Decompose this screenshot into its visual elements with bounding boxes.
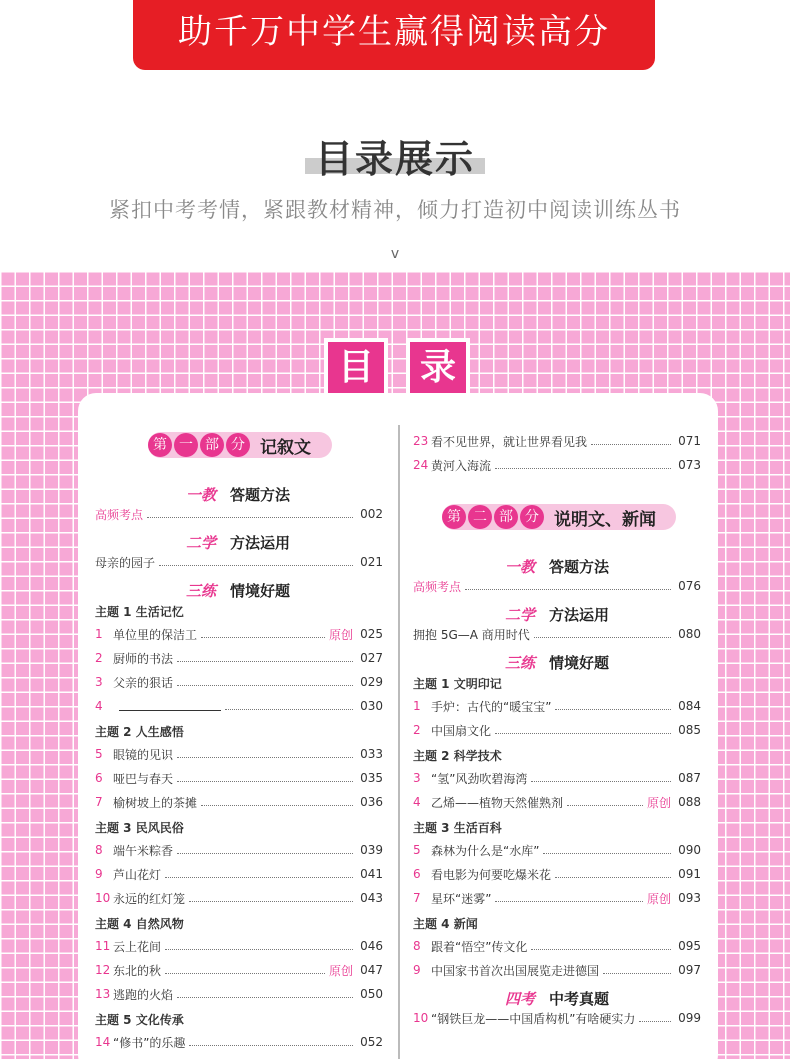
theme-heading: 主题 2 人生感悟 xyxy=(95,725,184,739)
theme-heading: 主题 3 民风民俗 xyxy=(95,821,184,835)
theme-heading: 主题 3 生活百科 xyxy=(413,821,502,835)
toc-row[interactable]: 1 手炉：古代的“暖宝宝” 084 xyxy=(413,699,701,714)
toc-row[interactable]: 高频考点 002 xyxy=(95,507,383,522)
toc-row[interactable]: 6 哑巴与春天 035 xyxy=(95,771,383,786)
toc-row[interactable]: 14 “修书”的乐趣 052 xyxy=(95,1035,383,1050)
part1-badge xyxy=(148,430,332,460)
page-title: 目录展示 xyxy=(314,137,475,181)
toc-row[interactable]: 拥抱 5G—A 商用时代 080 xyxy=(413,627,701,642)
theme-heading: 主题 4 新闻 xyxy=(413,917,478,931)
part1-char: 分 xyxy=(226,433,250,457)
part1-char: 部 xyxy=(200,433,224,457)
toc-row[interactable]: 8 端午米粽香 039 xyxy=(95,843,383,858)
toc-row[interactable]: 12 东北的秋 原创 047 xyxy=(95,963,383,978)
part2-name: 说明文、新闻 xyxy=(554,509,656,530)
part1-char: 一 xyxy=(174,433,198,457)
part2-char: 二 xyxy=(468,505,492,529)
theme-heading: 主题 4 自然风物 xyxy=(95,917,184,931)
toc-row[interactable]: 高频考点 076 xyxy=(413,579,701,594)
blank-line xyxy=(119,701,221,711)
toc-row[interactable]: 13 逃跑的火焰 050 xyxy=(95,987,383,1002)
toc-row[interactable]: 3 “氢”风劲吹碧海湾 087 xyxy=(413,771,701,786)
part1-name: 记叙文 xyxy=(260,437,311,458)
column-divider xyxy=(398,425,400,1059)
mulu-char-2: 录 xyxy=(410,342,466,394)
toc-row[interactable]: 母亲的园子 021 xyxy=(95,555,383,570)
toc-row[interactable]: 4 乙烯——植物天然催熟剂 原创 088 xyxy=(413,795,701,810)
section-heading: 二学 方法运用 xyxy=(505,606,610,624)
toc-row[interactable]: 2 中国扇文化 085 xyxy=(413,723,701,738)
toc-row[interactable]: 24 黄河入海流 073 xyxy=(413,458,701,473)
subtitle: 紧扣中考考情，紧跟教材精神，倾力打造初中阅读训练丛书 xyxy=(109,198,681,222)
banner: 助千万中学生赢得阅读高分 xyxy=(133,0,655,70)
part2-char: 分 xyxy=(520,505,544,529)
toc-row[interactable]: 10 “钢铁巨龙——中国盾构机”有啥硬实力 099 xyxy=(413,1011,701,1026)
theme-heading: 主题 1 文明印记 xyxy=(413,677,502,691)
toc-row[interactable]: 2 厨师的书法 027 xyxy=(95,651,383,666)
part2-char: 第 xyxy=(442,505,466,529)
toc-row[interactable]: 23 看不见世界，就让世界看见我 071 xyxy=(413,434,701,449)
section-heading: 三练 情境好题 xyxy=(186,582,291,600)
chevron-down-icon: v xyxy=(390,246,400,262)
toc-row[interactable]: 9 芦山花灯 041 xyxy=(95,867,383,882)
toc-row[interactable]: 8 跟着“悟空”传文化 095 xyxy=(413,939,701,954)
toc-row[interactable]: 6 看电影为何要吃爆米花 091 xyxy=(413,867,701,882)
part1-char: 第 xyxy=(148,433,172,457)
theme-heading: 主题 2 科学技术 xyxy=(413,749,502,763)
part2-char: 部 xyxy=(494,505,518,529)
section-heading: 一教 答题方法 xyxy=(505,558,610,576)
theme-heading: 主题 1 生活记忆 xyxy=(95,605,184,619)
toc-row[interactable]: 11 云上花间 046 xyxy=(95,939,383,954)
toc-row[interactable]: 7 星环“迷雾” 原创 093 xyxy=(413,891,701,906)
section-heading: 三练 情境好题 xyxy=(505,654,610,672)
toc-row[interactable]: 4 030 xyxy=(95,699,383,713)
mulu-char-1: 目 xyxy=(328,342,384,394)
toc-row[interactable]: 5 眼镜的见识 033 xyxy=(95,747,383,762)
section-heading: 四考 中考真题 xyxy=(505,990,610,1008)
toc-row[interactable]: 9 中国家书首次出国展览走进德国 097 xyxy=(413,963,701,978)
toc-row[interactable]: 1 单位里的保洁工 原创 025 xyxy=(95,627,383,642)
part2-badge xyxy=(442,502,676,532)
toc-row[interactable]: 7 榆树坡上的茶摊 036 xyxy=(95,795,383,810)
toc-row[interactable]: 10 永远的红灯笼 043 xyxy=(95,891,383,906)
theme-heading: 主题 5 文化传承 xyxy=(95,1013,184,1027)
toc-row[interactable]: 5 森林为什么是“水库” 090 xyxy=(413,843,701,858)
section-heading: 二学 方法运用 xyxy=(186,534,291,552)
toc-row[interactable]: 3 父亲的狠话 029 xyxy=(95,675,383,690)
section-heading: 一教 答题方法 xyxy=(186,486,291,504)
